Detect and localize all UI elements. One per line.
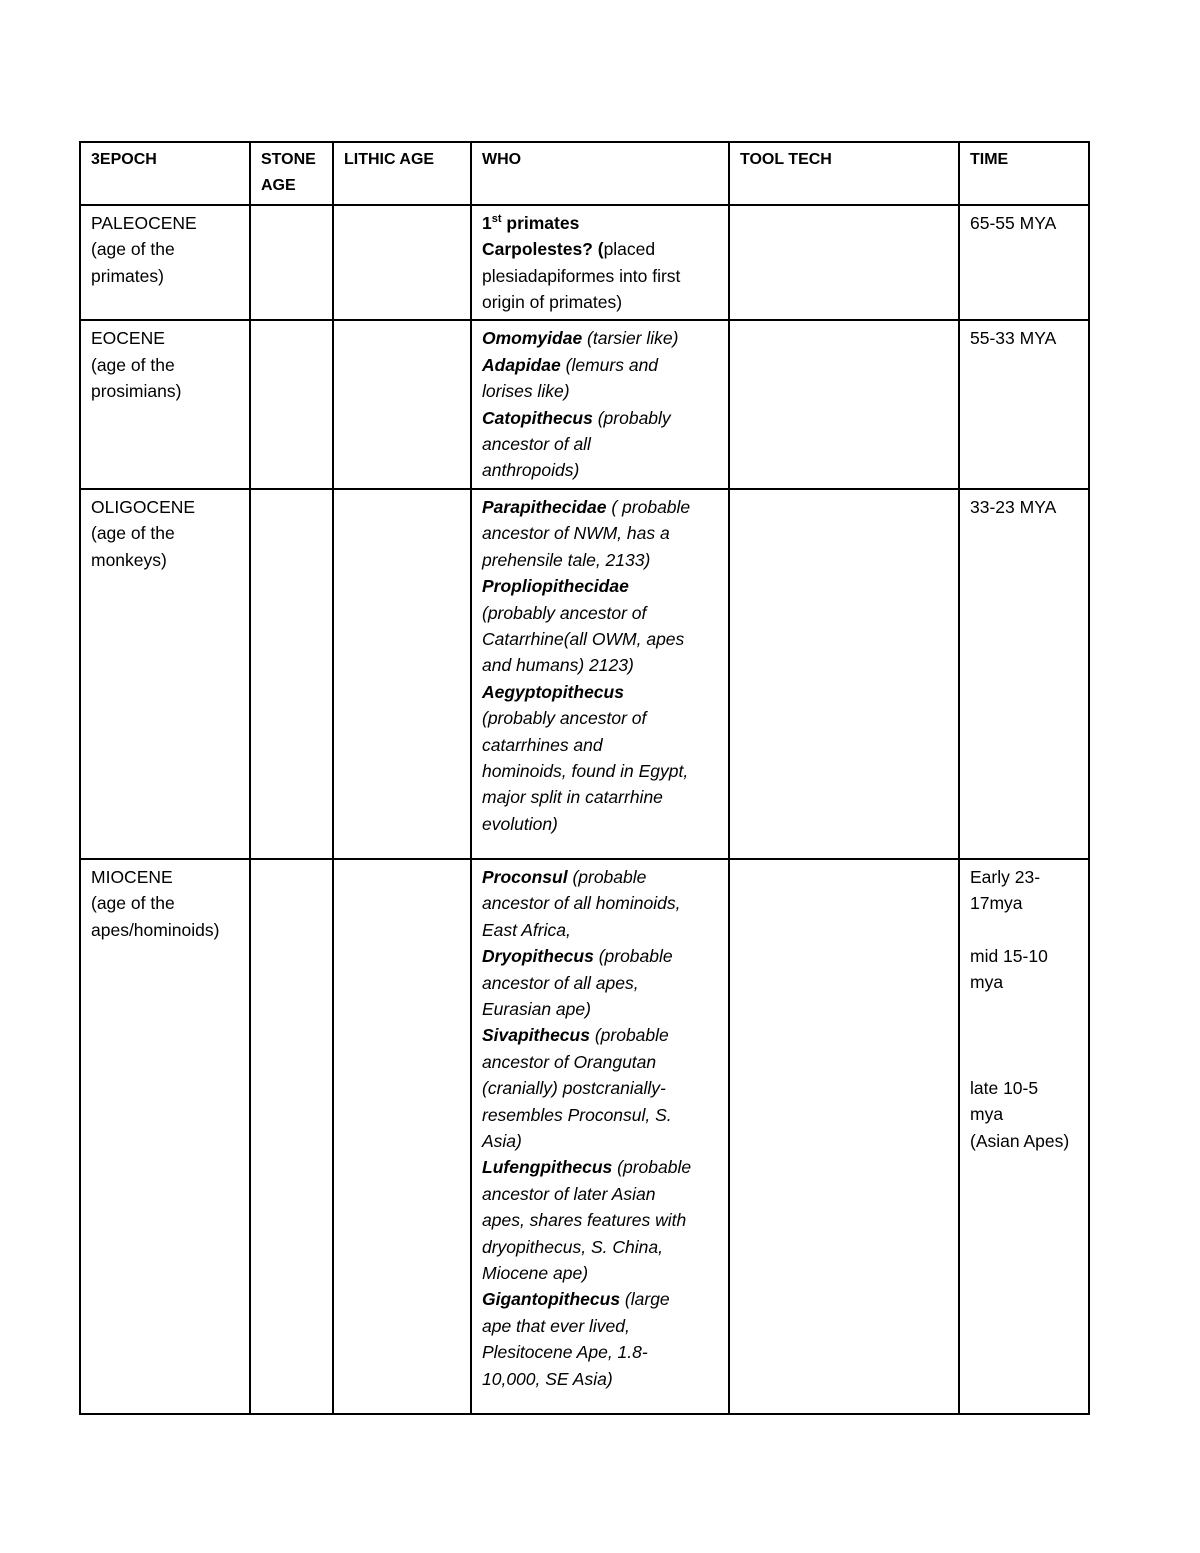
table-row xyxy=(80,205,1089,321)
epoch-cell xyxy=(80,859,250,1414)
stone-age-cell xyxy=(250,489,333,859)
tool-tech-cell xyxy=(729,205,959,321)
time-mid: mya xyxy=(970,972,1004,993)
stone-age-cell xyxy=(250,859,333,1414)
who-line: hominoids, found in Egypt, xyxy=(482,760,689,781)
header-tool-tech: TOOL TECH xyxy=(729,142,959,205)
who-line: ancestor of later Asian xyxy=(482,1183,656,1204)
lithic-age-cell xyxy=(333,320,471,488)
spacer xyxy=(970,917,1080,943)
time-cell xyxy=(959,320,1089,488)
who-line: prehensile tale, 2133) xyxy=(482,549,651,570)
epoch-name: MIOCENE xyxy=(91,866,173,887)
who-cell xyxy=(471,489,729,859)
epoch-desc: (age of the xyxy=(91,893,175,914)
species-name: Proconsul xyxy=(482,866,568,887)
who-line: lorises like) xyxy=(482,381,570,402)
who-line: resembles Proconsul, S. xyxy=(482,1104,672,1125)
epoch-cell xyxy=(80,320,250,488)
who-line: apes, shares features with xyxy=(482,1210,687,1231)
spacer xyxy=(970,996,1080,1022)
header-epoch: 3EPOCH xyxy=(80,142,250,205)
species-name: Lufengpithecus xyxy=(482,1157,613,1178)
who-line: dryopithecus, S. China, xyxy=(482,1236,663,1257)
epoch-desc: monkeys) xyxy=(91,549,167,570)
time-value: 55-33 MYA xyxy=(970,328,1057,349)
time-cell xyxy=(959,859,1089,1414)
species-name: Catopithecus xyxy=(482,407,593,428)
who-line: Catopithecus (probably xyxy=(482,407,671,428)
who-line: and humans) 2123) xyxy=(482,655,634,676)
who-line: (probably ancestor of xyxy=(482,602,647,623)
who-line: ancestor of all xyxy=(482,434,591,455)
epoch-desc: (age of the xyxy=(91,354,175,375)
species-name: Dryopithecus xyxy=(482,946,594,967)
tool-tech-cell xyxy=(729,489,959,859)
who-line: ancestor of NWM, has a xyxy=(482,523,670,544)
who-line: Omomyidae (tarsier like) xyxy=(482,328,679,349)
time-early: Early 23- xyxy=(970,866,1041,887)
who-line: anthropoids) xyxy=(482,460,580,481)
who-line: Miocene ape) xyxy=(482,1262,589,1283)
time-late: mya xyxy=(970,1104,1004,1125)
who-cell xyxy=(471,859,729,1414)
who-line: Catarrhine(all OWM, apes xyxy=(482,628,685,649)
who-line: Eurasian ape) xyxy=(482,998,591,1019)
table-row xyxy=(80,489,1089,859)
header-time: TIME xyxy=(959,142,1089,205)
time-cell xyxy=(959,489,1089,859)
lithic-age-cell xyxy=(333,859,471,1414)
time-value: 65-55 MYA xyxy=(970,212,1057,233)
epoch-desc: apes/hominoids) xyxy=(91,919,220,940)
who-line: Gigantopithecus (large xyxy=(482,1289,670,1310)
table-header-row xyxy=(80,142,1089,205)
who-line: ancestor of Orangutan xyxy=(482,1051,657,1072)
species-name: Parapithecidae xyxy=(482,496,607,517)
epoch-name: OLIGOCENE xyxy=(91,496,196,517)
who-line: East Africa, xyxy=(482,919,571,940)
time-late: (Asian Apes) xyxy=(970,1130,1070,1151)
who-line: (probably ancestor of xyxy=(482,708,647,729)
epoch-desc: (age of the xyxy=(91,239,175,260)
header-stone-age: STONE AGE xyxy=(250,142,333,205)
who-line: Parapithecidae ( probable xyxy=(482,496,691,517)
epoch-cell xyxy=(80,489,250,859)
stone-age-cell xyxy=(250,205,333,321)
who-line: catarrhines and xyxy=(482,734,603,755)
species-name: Omomyidae xyxy=(482,328,583,349)
who-line: origin of primates) xyxy=(482,292,623,313)
species-name: Aegyptopithecus xyxy=(482,681,624,702)
epoch-desc: primates) xyxy=(91,265,164,286)
time-late: late 10-5 xyxy=(970,1078,1039,1099)
who-line: Proconsul (probable xyxy=(482,866,647,887)
species-name: Adapidae xyxy=(482,354,561,375)
who-cell xyxy=(471,205,729,321)
spacer xyxy=(970,1049,1080,1075)
who-line: major split in catarrhine xyxy=(482,787,663,808)
header-lithic-age: LITHIC AGE xyxy=(333,142,471,205)
who-line: Dryopithecus (probable xyxy=(482,946,673,967)
who-line: ancestor of all hominoids, xyxy=(482,893,681,914)
epoch-cell xyxy=(80,205,250,321)
species-name: Propliopithecidae xyxy=(482,576,629,597)
who-line: Plesitocene Ape, 1.8- xyxy=(482,1342,648,1363)
who-line: evolution) xyxy=(482,813,558,834)
who-line: 1st primates xyxy=(482,212,580,233)
tool-tech-cell xyxy=(729,320,959,488)
stone-age-cell xyxy=(250,320,333,488)
lithic-age-cell xyxy=(333,205,471,321)
epoch-desc: (age of the xyxy=(91,523,175,544)
who-line: Adapidae (lemurs and xyxy=(482,354,659,375)
who-line: plesiadapiformes into first xyxy=(482,265,681,286)
table-row xyxy=(80,320,1089,488)
epoch-table xyxy=(79,141,1090,1415)
who-line: Sivapithecus (probable xyxy=(482,1025,669,1046)
tool-tech-cell xyxy=(729,859,959,1414)
time-value: 33-23 MYA xyxy=(970,496,1057,517)
epoch-name: EOCENE xyxy=(91,328,165,349)
spacer xyxy=(970,1022,1080,1048)
header-who: WHO xyxy=(471,142,729,205)
epoch-name: PALEOCENE xyxy=(91,212,197,233)
who-line: 10,000, SE Asia) xyxy=(482,1368,613,1389)
who-line: ape that ever lived, xyxy=(482,1315,630,1336)
who-line: ancestor of all apes, xyxy=(482,972,639,993)
epoch-desc: prosimians) xyxy=(91,381,182,402)
who-line: Asia) xyxy=(482,1130,522,1151)
time-early: 17mya xyxy=(970,893,1023,914)
time-mid: mid 15-10 xyxy=(970,946,1048,967)
who-line: Carpolestes? (placed xyxy=(482,239,656,260)
species-name: Gigantopithecus xyxy=(482,1289,621,1310)
time-cell xyxy=(959,205,1089,321)
table-row xyxy=(80,859,1089,1414)
lithic-age-cell xyxy=(333,489,471,859)
who-cell xyxy=(471,320,729,488)
who-line: (cranially) postcranially- xyxy=(482,1078,666,1099)
species-name: Carpolestes? ( xyxy=(482,239,604,260)
species-name: Sivapithecus xyxy=(482,1025,590,1046)
who-line: Lufengpithecus (probable xyxy=(482,1157,692,1178)
